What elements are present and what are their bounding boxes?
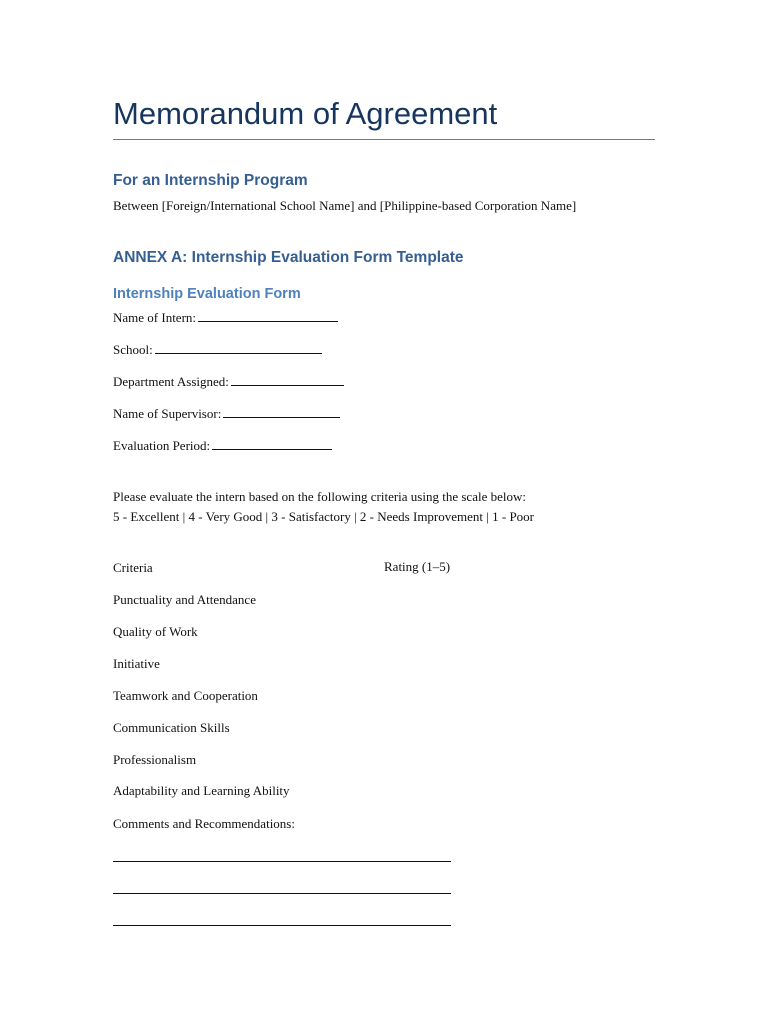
fill-in-blank[interactable] bbox=[212, 438, 332, 450]
comments-label: Comments and Recommendations: bbox=[113, 816, 295, 831]
criterion-row: Professionalism bbox=[113, 752, 197, 767]
instructions-text: Please evaluate the intern based on the following criteria using the scale below: bbox=[113, 489, 526, 504]
fill-in-blank[interactable] bbox=[231, 374, 344, 386]
criterion-row: Adaptability and Learning Ability bbox=[113, 783, 290, 798]
field-name-of-supervisor bbox=[113, 405, 340, 422]
criterion-row: Communication Skills bbox=[113, 720, 230, 735]
field-name-of-intern bbox=[113, 309, 338, 326]
fill-in-blank[interactable] bbox=[198, 310, 338, 322]
field-label: Name of Supervisor: bbox=[113, 406, 222, 421]
field-evaluation-period bbox=[113, 437, 332, 454]
comment-line[interactable] bbox=[113, 925, 451, 926]
criteria-column-header: Criteria bbox=[113, 560, 153, 575]
rating-column-header: Rating (1–5) bbox=[384, 559, 451, 574]
form-heading: Internship Evaluation Form bbox=[113, 286, 301, 302]
fill-in-blank[interactable] bbox=[223, 406, 340, 418]
criterion-row: Initiative bbox=[113, 656, 160, 671]
field-school bbox=[113, 341, 322, 358]
criterion-row: Punctuality and Attendance bbox=[113, 592, 256, 607]
program-heading: For an Internship Program bbox=[113, 172, 308, 189]
field-label: Evaluation Period: bbox=[113, 438, 211, 453]
criterion-row: Quality of Work bbox=[113, 624, 198, 639]
comment-line[interactable] bbox=[113, 893, 451, 894]
comment-line[interactable] bbox=[113, 861, 451, 862]
parties-line: Between [Foreign/International School Name] and [Philippine-based Corporation Name] bbox=[113, 198, 577, 213]
field-department-assigned bbox=[113, 373, 344, 390]
fill-in-blank[interactable] bbox=[155, 342, 322, 354]
field-label: School: bbox=[113, 342, 153, 357]
annex-heading: ANNEX A: Internship Evaluation Form Template bbox=[113, 249, 464, 266]
field-label: Name of Intern: bbox=[113, 310, 197, 325]
field-label: Department Assigned: bbox=[113, 374, 229, 389]
title-underline bbox=[113, 139, 655, 140]
criterion-row: Teamwork and Cooperation bbox=[113, 688, 258, 703]
document-title: Memorandum of Agreement bbox=[113, 96, 498, 131]
rating-scale: 5 - Excellent | 4 - Very Good | 3 - Satisfactory | 2 - Needs Improvement | 1 - Poor bbox=[113, 509, 535, 524]
